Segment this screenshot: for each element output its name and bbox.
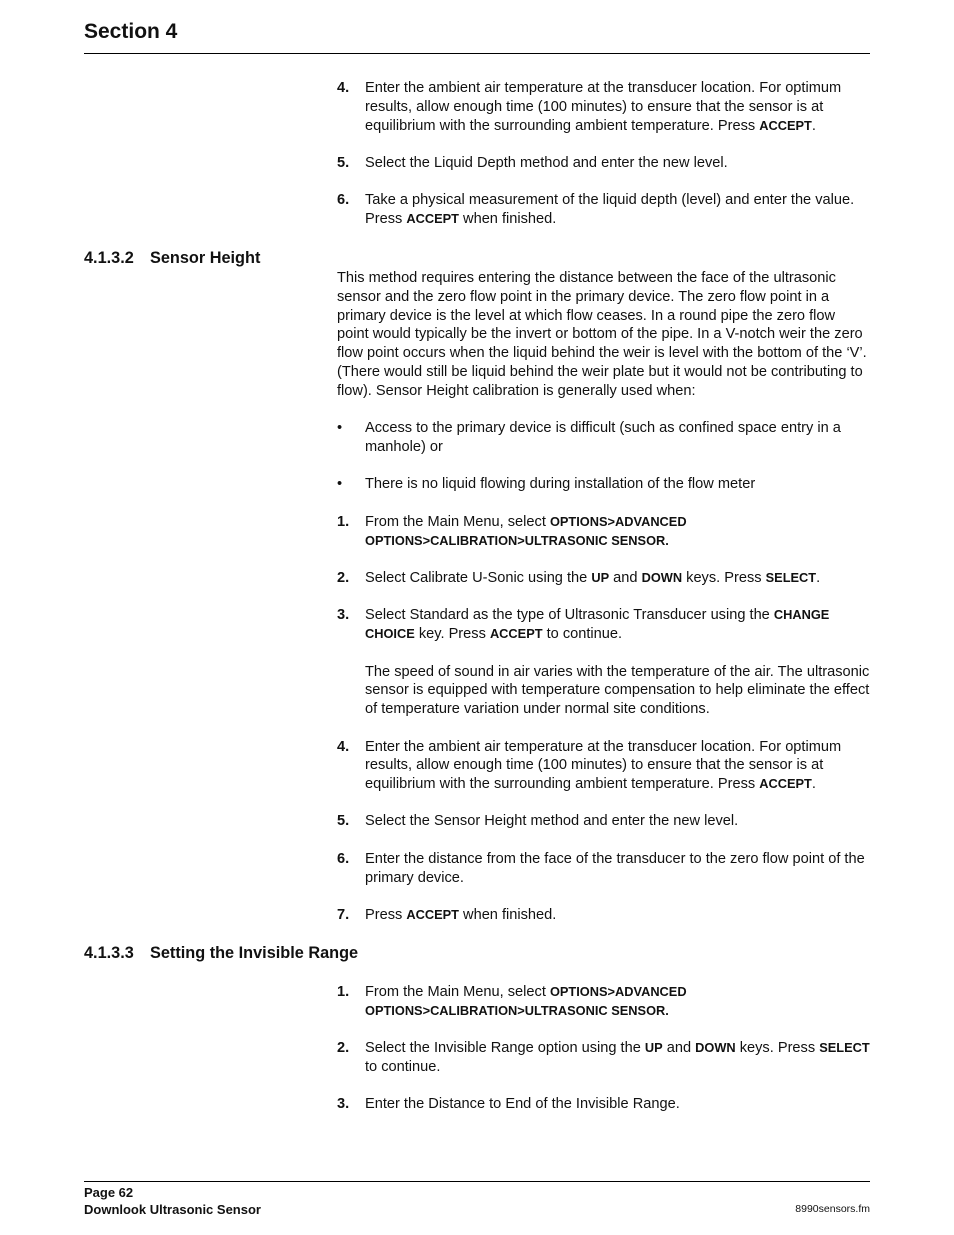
bullet-item [337,475,870,494]
heading-title: Sensor Height [150,249,261,267]
steps-list [337,983,870,1114]
step-number: 2. [337,569,350,586]
heading-number: 4.1.3.3 [84,944,134,962]
step-item [337,738,870,794]
step-item [337,569,870,588]
bullet-list [337,419,870,494]
step-number: 6. [337,850,350,867]
key-name: ACCEPT [759,117,812,133]
step-number: 7. [337,907,350,924]
key-name: SELECT [819,1040,870,1056]
step-number: 2. [337,1040,350,1057]
step-text: Select the Sensor Height method and enter the new level. [365,813,739,830]
page-number: Page 62 [84,1185,134,1200]
step-item [337,1039,870,1077]
bullet-text: Access to the primary device is difficult (such as confined space entry in a manhole) or [365,420,841,455]
step-text: Enter the ambient air temperature at the transducer location. For optimum results, allow enough time (100 minutes) to ensure that the sensor is at equilibrium with the surrounding ambient temperature. Press ACCEPT. [365,80,842,134]
steps-list [337,513,870,925]
document-title: Downlook Ultrasonic Sensor [84,1202,261,1217]
step-number: 4. [337,738,350,755]
bullet-text: There is no liquid flowing during installation of the flow meter [365,476,756,493]
liquid-depth-steps [337,79,870,248]
step-number: 1. [337,513,350,530]
key-name: UP [591,569,610,585]
step-item [337,983,870,1021]
key-name: ACCEPT [489,626,543,642]
key-name: ACCEPT [406,211,459,227]
heading-number: 4.1.3.2 [84,249,134,267]
step-item [337,812,870,831]
invisible-range-heading [84,944,358,963]
key-name: OPTIONS>ADVANCED OPTIONS>CALIBRATION>ULTRASONIC SENSOR. [365,513,687,548]
footer-left [84,1184,261,1218]
step-text: Enter the distance from the face of the transducer to the zero flow point of the primary device. [365,850,865,886]
step-text: From the Main Menu, select OPTIONS>ADVANCED OPTIONS>CALIBRATION>ULTRASONIC SENSOR. [365,984,687,1018]
section-title: Section 4 [84,20,178,43]
step-text: Select Standard as the type of Ultrasonic Transducer using the CHANGE CHOICE key. Press ACCEPT to continue. [365,607,830,643]
step-text: Enter the Distance to End of the Invisible Range. [365,1096,680,1113]
key-name: SELECT [765,569,817,585]
key-name: ACCEPT [406,907,459,923]
bullet-icon: • [337,420,343,437]
step-number: 6. [337,192,350,209]
steps-list [337,79,870,229]
step-item [337,850,870,888]
step-text: From the Main Menu, select OPTIONS>ADVANCED OPTIONS>CALIBRATION>ULTRASONIC SENSOR. [365,513,687,548]
footer-filename: 8990sensors.fm [795,1203,870,1215]
step-item [337,606,870,644]
step-number: 1. [337,984,350,1000]
key-name: DOWN [695,1040,736,1056]
step-number: 3. [337,1096,350,1113]
step-number: 5. [337,813,350,830]
step-item [337,513,870,551]
step-text: Press ACCEPT when finished. [365,907,557,924]
key-name: CHANGE CHOICE [365,607,830,642]
key-name: ACCEPT [759,776,812,792]
step-item [337,906,870,925]
step-item [337,191,870,229]
key-name: DOWN [641,569,683,585]
step-text: Select the Liquid Depth method and enter the new level. [365,154,728,171]
key-name: UP [644,1040,663,1056]
step-text: Take a physical measurement of the liquid depth (level) and enter the value. Press ACCEPT when finished. [365,192,855,228]
step-text: Select Calibrate U-Sonic using the UP and DOWN keys. Press SELECT. [365,569,821,586]
step-text: Select the Invisible Range option using the UP and DOWN keys. Press SELECT to continue. [365,1040,870,1075]
step-number: 3. [337,607,350,624]
step-number: 5. [337,154,350,171]
step-item [337,1095,870,1114]
invisible-range-body [337,983,870,1133]
footer-rule [84,1181,870,1182]
bullet-icon: • [337,476,343,493]
key-name: OPTIONS>ADVANCED OPTIONS>CALIBRATION>ULTRASONIC SENSOR. [365,984,687,1018]
intro-paragraph: This method requires entering the distance between the face of the ultrasonic sensor and the zero flow point in the primary device. The zero flow point in a primary device is the level at which flow ceases. In a round pipe the zero flow point would typically be the invert or bottom of the pipe. In a V-notch weir the zero flow point occurs when the liquid behind the weir is level with the bottom of the ‘V’. (There would still be liquid behind the weir plate but it would not be contributing to flow). Sensor Height calibration is generally used when: [337,270,867,399]
step-item [337,79,870,135]
step-note: The speed of sound in air varies with the temperature of the air. The ultrasonic sensor is equipped with temperature compensation to help eliminate the effect of temperature variation under normal site conditions. [365,663,870,718]
step-text: Enter the ambient air temperature at the transducer location. For optimum results, allow enough time (100 minutes) to ensure that the sensor is at equilibrium with the surrounding ambient temperature. Press ACCEPT. [365,738,842,793]
step-number: 4. [337,80,350,96]
step-item [337,154,870,173]
sensor-height-body [337,269,870,943]
bullet-item [337,419,870,457]
header-rule [84,53,870,54]
heading-title: Setting the Invisible Range [150,944,359,962]
sensor-height-heading [84,249,260,268]
